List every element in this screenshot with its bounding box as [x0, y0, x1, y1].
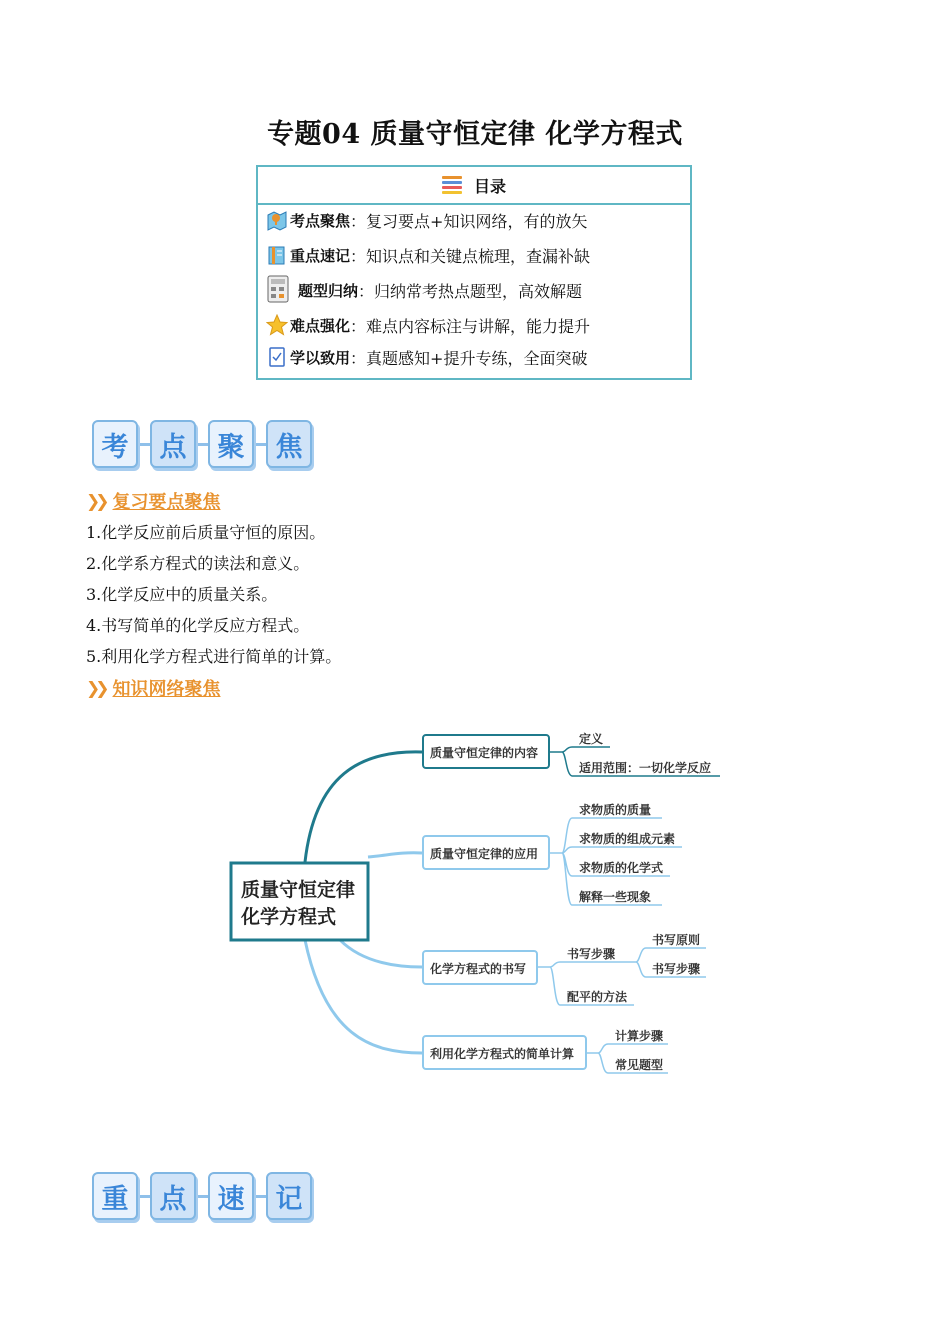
toc-item-label: 重点速记: [290, 246, 351, 265]
mm-leaf-label: 求物质的化学式: [579, 861, 664, 875]
toc-item[interactable]: [266, 310, 590, 340]
mm-link: [305, 752, 422, 862]
toc-colon: ：: [350, 316, 367, 336]
mm-leaf-label: 求物质的组成元素: [579, 832, 676, 846]
mm-leaf-label: 定义: [579, 732, 604, 746]
toc-item[interactable]: [266, 342, 587, 372]
review-point: 2.化学系方程式的读法和意义。: [86, 554, 310, 573]
book-icon: [266, 244, 288, 266]
toc-item-label: 题型归纳: [298, 281, 359, 300]
toc-item-label: 学以致用: [290, 348, 351, 367]
toc-item-desc: 知识点和关键点梳理，查漏补缺: [366, 246, 591, 266]
toc-item-desc: 复习要点+知识网络，有的放矢: [366, 211, 588, 231]
mm-leaf-label: 书写原则: [652, 933, 701, 947]
mind-map: [200, 715, 740, 1095]
toc-colon: ：: [358, 281, 375, 301]
badge-char: 重: [92, 1172, 138, 1220]
toc-item[interactable]: [266, 205, 587, 235]
mm-leaf-label: 配平的方法: [567, 990, 628, 1004]
mm-branch-label: 质量守恒定律的应用: [430, 847, 539, 861]
badge-char: 焦: [266, 420, 312, 468]
map-pin-icon: [266, 209, 288, 231]
toc-item-desc: 归纳常考热点题型，高效解题: [374, 281, 583, 301]
badge-char: 点: [150, 1172, 196, 1220]
toc-header: [258, 167, 690, 205]
badge-char: 考: [92, 420, 138, 468]
toc-item[interactable]: [266, 275, 582, 305]
toc-item-label: 考点聚焦: [290, 211, 351, 230]
section-badge-zhongdiansuji: [92, 1172, 324, 1220]
toc-heading: 目录: [473, 176, 506, 196]
star-icon: [266, 314, 288, 336]
mm-leaf-label: 解释一些现象: [579, 890, 652, 904]
mm-branch-label: 化学方程式的书写: [430, 962, 527, 976]
mm-root-box: [231, 863, 368, 940]
network-heading: [86, 675, 221, 701]
review-heading: [86, 488, 221, 514]
review-point: 4.书写简单的化学反应方程式。: [86, 616, 310, 635]
badge-char: 记: [266, 1172, 312, 1220]
list-icon: [442, 176, 462, 194]
mm-leaf-label: 常见题型: [615, 1058, 664, 1072]
mm-root-line: 化学方程式: [241, 906, 337, 928]
mm-leaf-label: 计算步骤: [615, 1029, 664, 1043]
toc-colon: ：: [350, 211, 367, 231]
mm-link: [368, 853, 422, 857]
mm-link: [340, 940, 422, 967]
review-heading-text: 复习要点聚焦: [112, 492, 221, 513]
toc-colon: ：: [350, 246, 367, 266]
section-badge-kaodianjujiao: [92, 420, 324, 468]
page-title: 专题04 质量守恒定律 化学方程式: [267, 119, 683, 150]
toc-item-label: 难点强化: [290, 316, 351, 335]
mm-branch-label: 质量守恒定律的内容: [430, 746, 539, 760]
network-heading-text: 知识网络聚焦: [112, 679, 221, 700]
toc-item-desc: 真题感知+提升专练，全面突破: [366, 348, 588, 368]
toc-colon: ：: [350, 348, 367, 368]
double-chevron-icon: ❯❯: [86, 491, 104, 512]
toc-item[interactable]: [266, 240, 590, 270]
toc-item-desc: 难点内容标注与讲解，能力提升: [366, 316, 591, 336]
mm-leaf-label: 书写步骤: [567, 947, 616, 961]
badge-char: 聚: [208, 420, 254, 468]
review-point: 1.化学反应前后质量守恒的原因。: [86, 523, 326, 542]
mm-leaf-label: 适用范围：一切化学反应: [579, 761, 712, 775]
mm-leaf-label: 书写步骤: [652, 962, 701, 976]
mm-leaf-label: 求物质的质量: [579, 803, 652, 817]
checklist-icon: [266, 346, 288, 368]
review-point: 5.利用化学方程式进行简单的计算。: [86, 647, 342, 666]
mm-root-line: 质量守恒定律: [241, 879, 356, 901]
calculator-icon: [266, 279, 296, 301]
mm-branch-label: 利用化学方程式的简单计算: [430, 1047, 575, 1061]
badge-char: 速: [208, 1172, 254, 1220]
review-point: 3.化学反应中的质量关系。: [86, 585, 278, 604]
badge-char: 点: [150, 420, 196, 468]
table-of-contents: [256, 165, 692, 380]
double-chevron-icon: ❯❯: [86, 678, 104, 699]
